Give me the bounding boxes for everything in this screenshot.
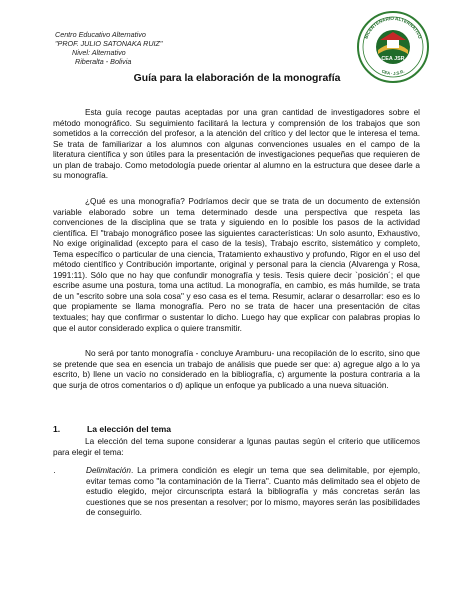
- bullet-lead: Delimitación: [86, 466, 131, 475]
- paragraph-conclusion: No será por tanto monografía - concluye Aramburu- una recopilación de lo escrito, sino que se pretende que sea en esencia un trabajo de análisis que puede ser que: a) agregue algo a lo ya escrito, b) llene un vacío no considerado en la bibliografía, c) argumente la postura contraria a la que surja de otros comentarios o d) aplique un enfoque ya publicado a una nueva situación.: [53, 349, 420, 390]
- document-title: Guía para la elaboración de la monografía: [133, 73, 341, 84]
- header-line-2: "PROF. JULIO SATONAKA RUIZ": [55, 39, 163, 48]
- header-line-4: Riberalta - Bolivia: [75, 57, 132, 66]
- seal-center-text: CEA JSR: [381, 56, 405, 62]
- institution-header: [55, 30, 162, 66]
- section-number: 1.: [53, 424, 61, 434]
- bullet-item-delimitacion: [86, 466, 420, 519]
- bullet-text: . La primera condición es elegir un tema que sea delimitable, por ejemplo, evitar temas como "la contaminación de la Tierra". Cuanto más delimitado sea el objeto de estudio elegido, mejor circunscripta estará la bibliografía y más concretas serán las cuestiones que se nos presentan a resolver; por lo mismo, mayores serán las posibilidades de conseguirlo.: [86, 466, 420, 518]
- bullet-icon: ·: [53, 467, 56, 477]
- section-intro: La elección del tema supone considerar a lgunas pautas según el criterio que utilicemos para elegir el tema:: [53, 437, 420, 457]
- header-line-3: Nivel: Alternativo: [72, 48, 126, 57]
- paragraph-intro: Esta guía recoge pautas aceptadas por una gran cantidad de investigadores sobre el método monográfico. Su seguimiento facilitará la lectura y comprensión de los trabajos que son sometidos a la corrección del profesor, a la atención del crítico y del lector que le interesa el tema. Se trata de familiarizar a los alumnos con algunas convenciones usuales en el campo de la literatura científica y son útiles para la presentación de investigaciones pequeñas que requieren de un plan de trabajo. Como metodología puede orientar al alumno en la estructura que desee darle a su monografía.: [53, 108, 420, 181]
- seal-arc-bottom-text: CEA · J.S.R.: [380, 68, 406, 77]
- section-heading: La elección del tema: [87, 424, 172, 434]
- header-line-1: Centro Educativo Alternativo: [55, 30, 146, 39]
- seal-arc-top-text: BICENTENARIO ALTERNATIVO: [363, 15, 423, 40]
- paragraph-definition: ¿Qué es una monografía? Podríamos decir que se trata de un documento de extensión variable elaborado sobre un tema determinado desde una perspectiva que respeta las convenciones de la disciplina que se trata y siguiendo en lo posible los pasos de la actividad científica. El "trabajo monográfico posee las siguientes características: Un solo asunto, Exhaustivo, No exige originalidad (excepto para el caso de la tesis), Trabajo escrito, sistemático y completo, Tema específico o particular de una ciencia, Tratamiento exhaustivo y profundo, Rigor en el uso del método científico y Contribución importante, original y personal para la ciencia (Alvarenga y Rosa, 1991:11). Sólo que no hay que confundir monografía y tesis. Tesis quiere decir `posición´; el que escribe asume una postura, toma una actitud. La monografía, en cambio, es más humilde, se trata de un "escrito sobre una sola cosa" y eso casa es el tema. Resumir, aclarar o desarrollar: eso es lo que propiamente se llama monografía. Pero no se trata de hacer una presentación de citas textuales; hay que confirmar o sustentar lo dicho. Luego hay que explicar con palabras propias lo que el autor considerado explica o quiere transmitir.: [53, 197, 420, 333]
